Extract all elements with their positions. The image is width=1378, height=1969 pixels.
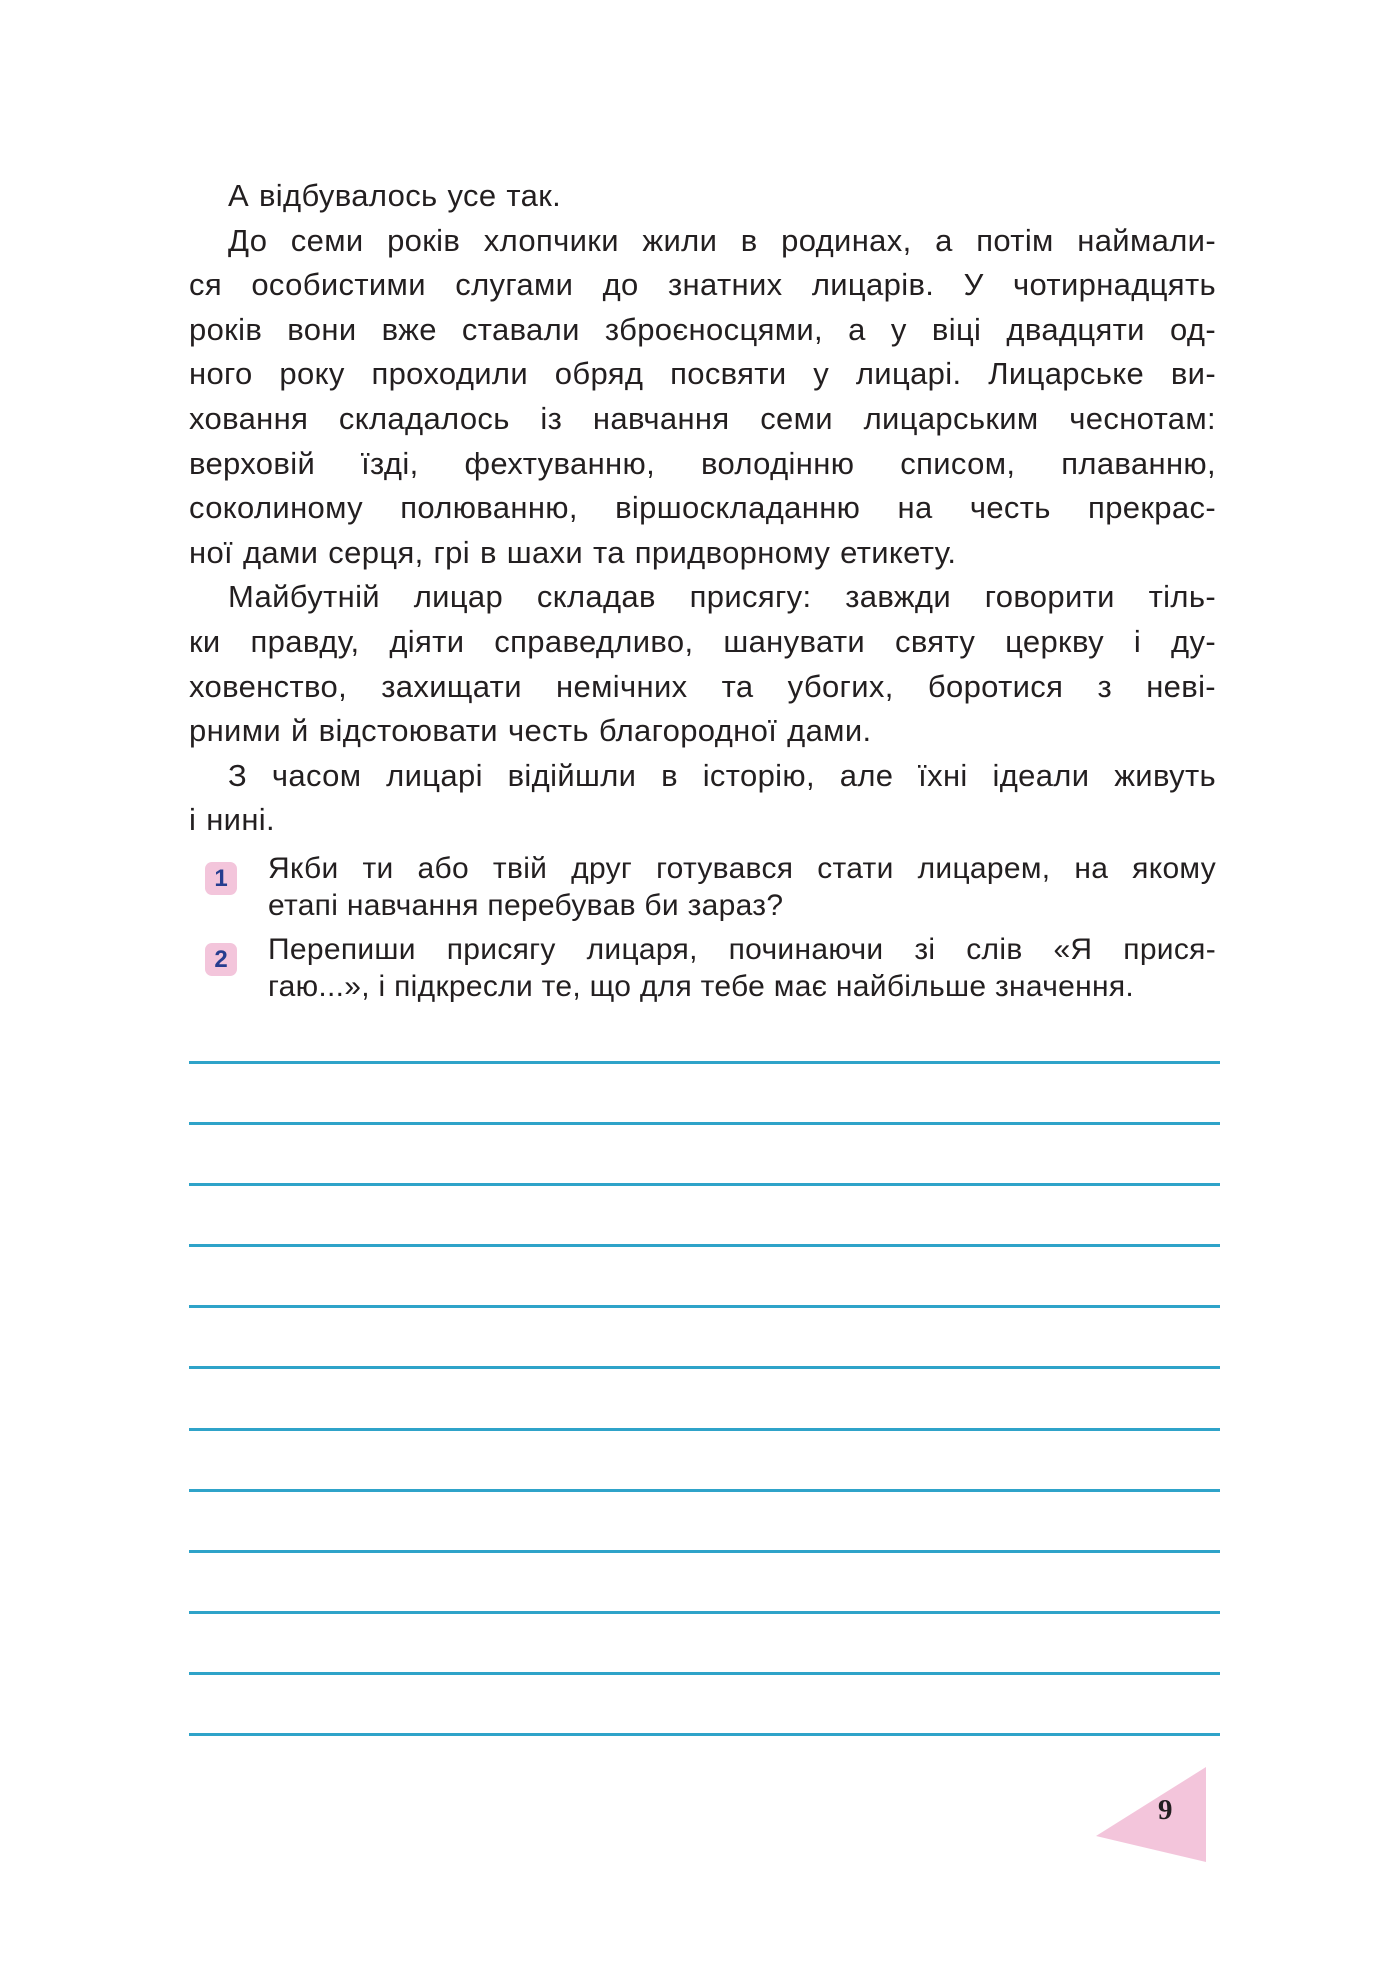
text-line: ховання складалось із навчання семи лицарським чеснотам:: [189, 400, 1216, 436]
writing-line: [189, 1061, 1220, 1064]
writing-area[interactable]: [189, 1061, 1220, 1794]
text-line: рними й відстоювати честь благородної дами.: [189, 713, 872, 749]
text-line: ховенство, захищати немічних та убогих, боротися з неві-: [189, 668, 1216, 704]
reading-text: [189, 174, 1216, 843]
task-text-line: гаю...», і підкресли те, що для тебе має найбільше значення.: [268, 969, 1135, 1003]
task-item: [200, 851, 1216, 924]
writing-line: [189, 1489, 1220, 1492]
text-line: А відбувалось усе так.: [228, 178, 562, 213]
task-number-badge: 1: [205, 862, 237, 895]
text-line: ної дами серця, грі в шахи та придворному етикету.: [189, 534, 957, 570]
writing-line: [189, 1428, 1220, 1431]
writing-line: [189, 1672, 1220, 1675]
writing-line: [189, 1366, 1220, 1369]
text-line: Майбутній лицар складав присягу: завжди говорити тіль-: [228, 579, 1216, 615]
writing-line: [189, 1122, 1220, 1125]
text-line: З часом лицарі відійшли в історію, але їхні ідеали живуть: [228, 757, 1216, 793]
writing-line: [189, 1550, 1220, 1553]
writing-line: [189, 1183, 1220, 1186]
writing-line: [189, 1733, 1220, 1736]
paragraph-conclusion: [189, 754, 1216, 843]
text-line: ного року проходили обряд посвяти у лицарі. Лицарське ви-: [189, 356, 1216, 392]
text-line: років вони вже ставали зброєносцями, а у віці двадцяти од-: [189, 311, 1216, 347]
text-line: ки правду, діяти справедливо, шанувати святу церкву і ду-: [189, 623, 1216, 659]
paragraph-intro: [189, 174, 1216, 219]
text-line: До семи років хлопчики жили в родинах, а потім наймали-: [228, 222, 1216, 258]
page-corner-triangle-icon: [1092, 1764, 1212, 1864]
paragraph-knight-training: [189, 219, 1216, 576]
page-number: 9: [1158, 1794, 1173, 1826]
paragraph-oath: [189, 575, 1216, 753]
task-item: [200, 932, 1216, 1005]
task-text-line: Якби ти або твій друг готувався стати лицарем, на якому: [268, 852, 1216, 885]
text-line: соколиному полюванню, віршоскладанню на честь прекрас-: [189, 490, 1216, 526]
text-line: і нині.: [189, 802, 276, 838]
page-number-marker: [1092, 1764, 1212, 1864]
task-text-line: етапі навчання перебував би зараз?: [268, 888, 784, 922]
task-list: [200, 851, 1216, 1005]
text-line: верховій їзді, фехтуванню, володінню списом, плаванню,: [189, 445, 1216, 481]
writing-line: [189, 1305, 1220, 1308]
task-text-line: Перепиши присягу лицаря, починаючи зі слів «Я прися-: [268, 933, 1216, 966]
text-line: ся особистими слугами до знатних лицарів. У чотирнадцять: [189, 267, 1216, 303]
writing-line: [189, 1244, 1220, 1247]
task-number-badge: 2: [205, 943, 237, 976]
writing-line: [189, 1611, 1220, 1614]
